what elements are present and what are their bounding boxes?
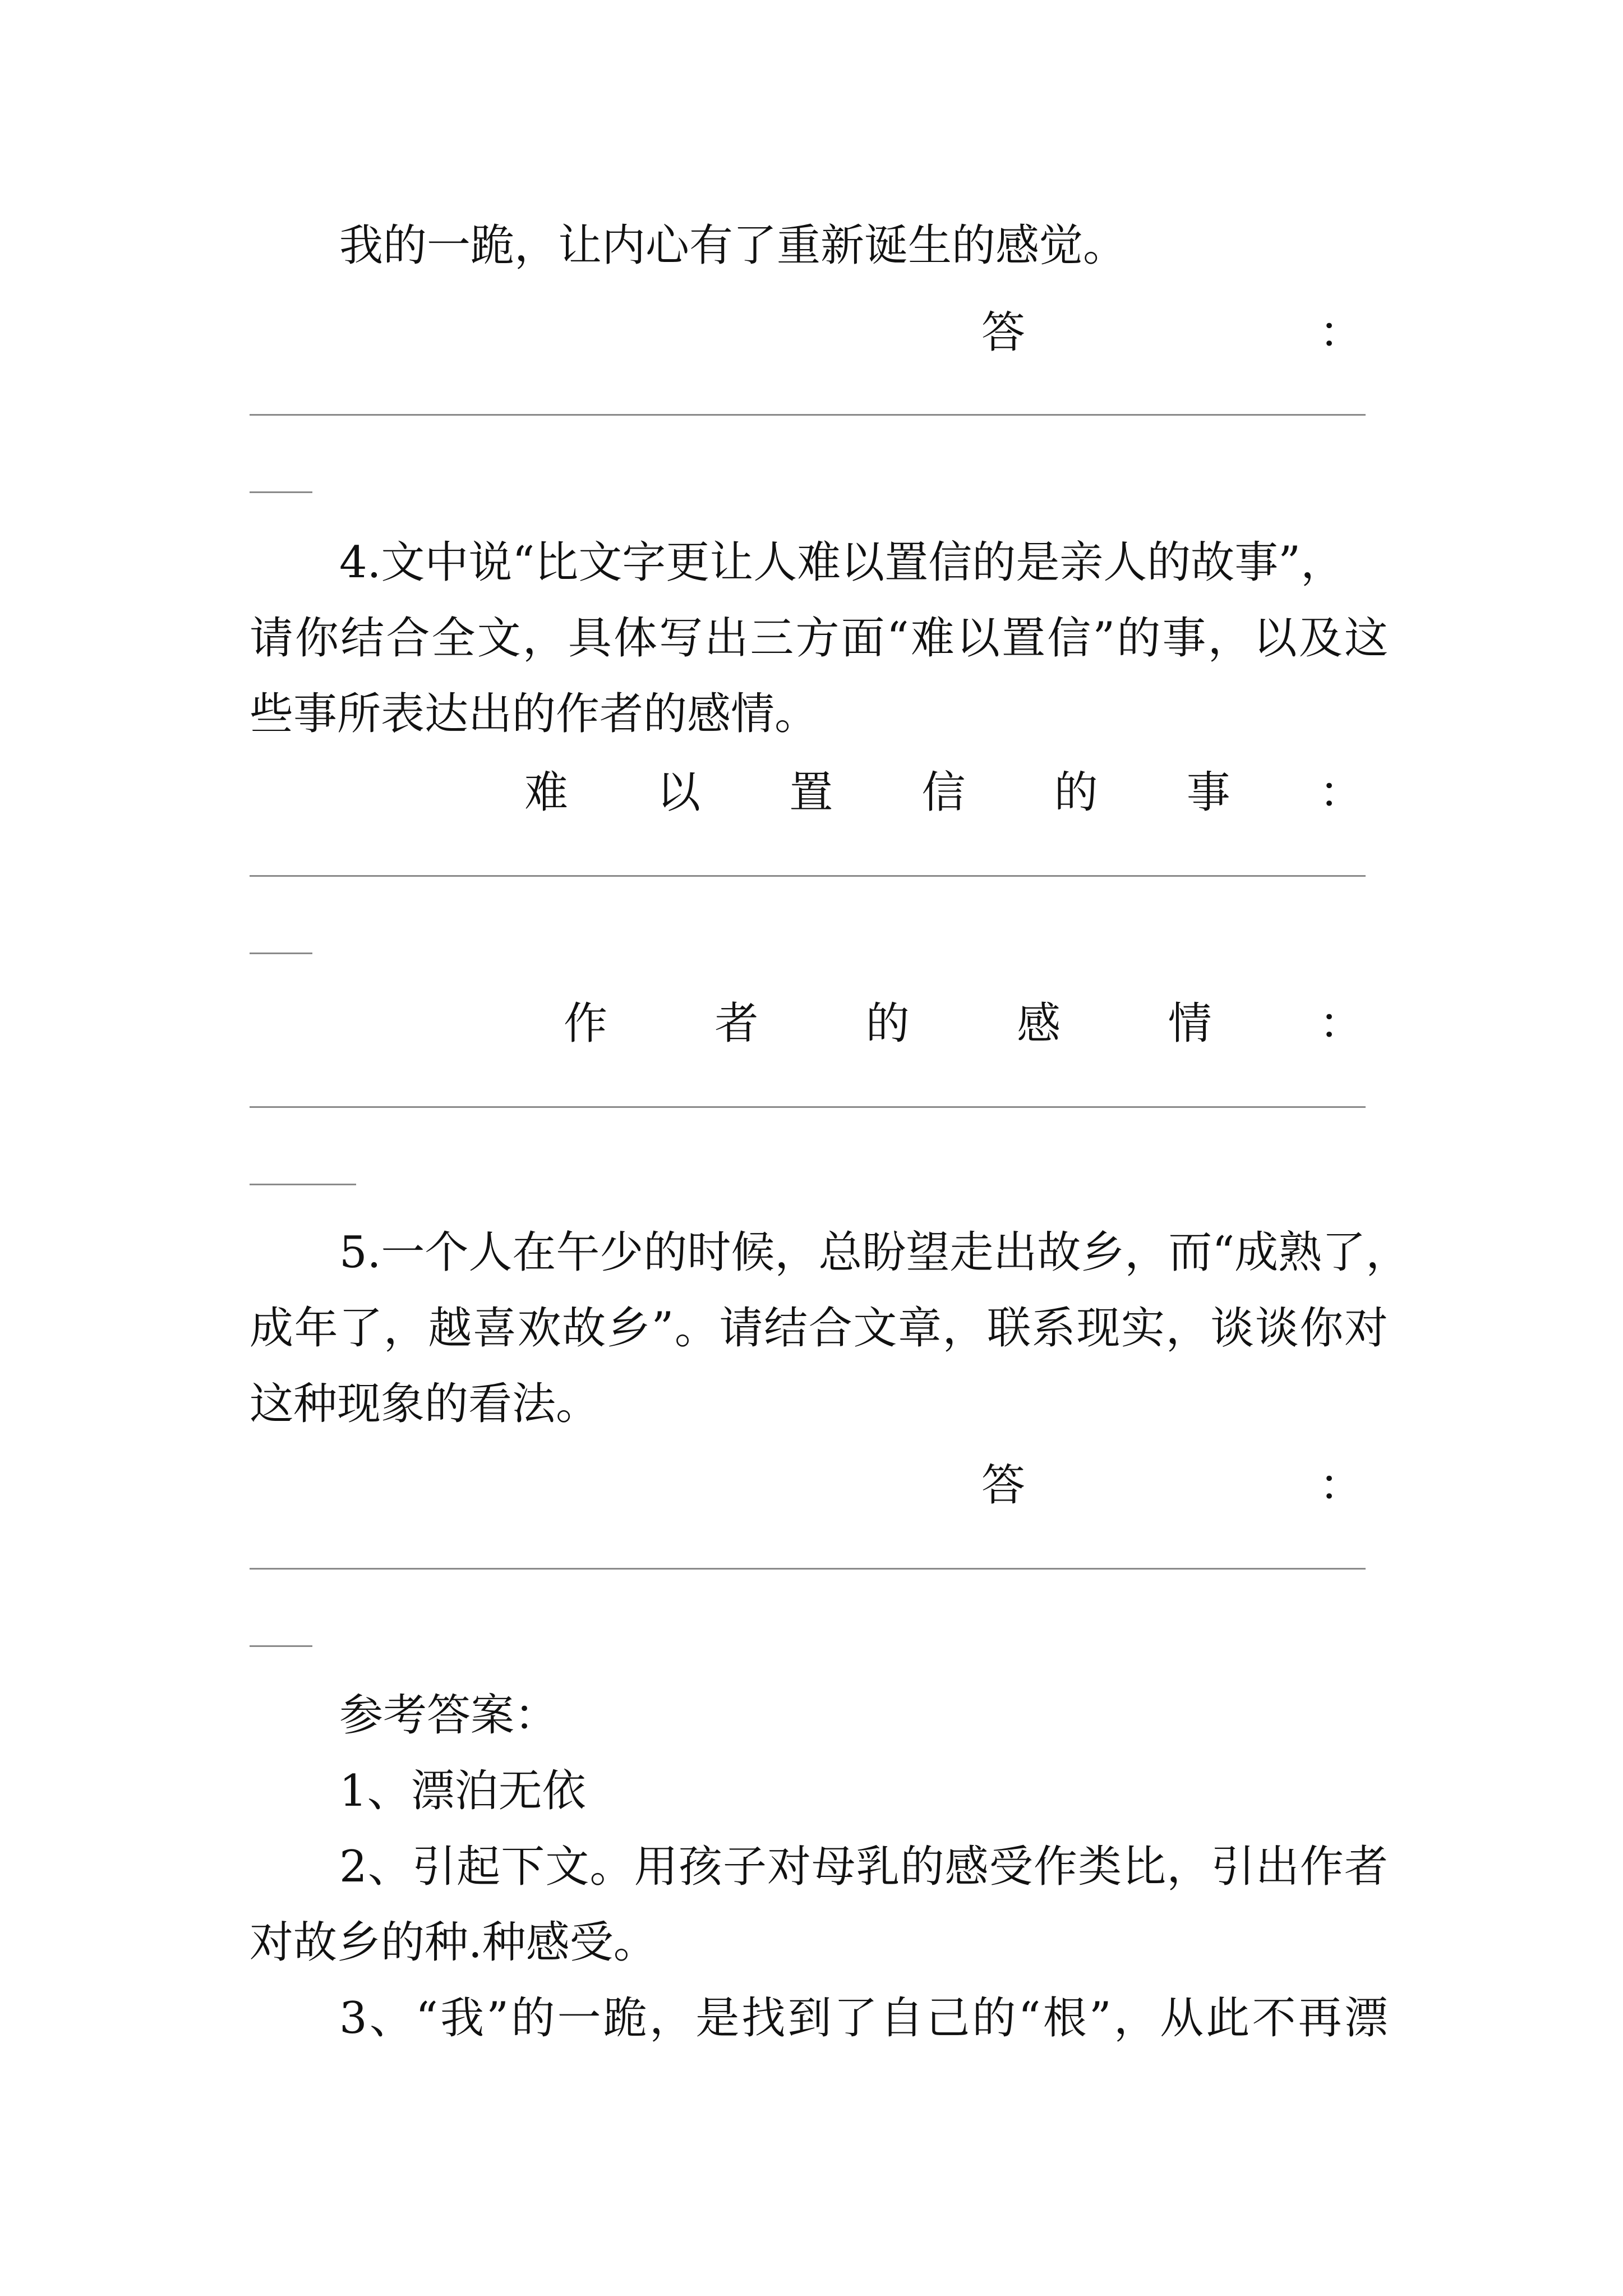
answer-blank-line-tail (250, 1184, 356, 1185)
question-4-line-3: 些事所表达出的作者的感情。 (250, 689, 819, 739)
answer-label (981, 297, 1363, 360)
label-char: 的 (865, 999, 910, 1049)
label-char: 情 (1168, 999, 1212, 1049)
answer-blank-line-tail (250, 1645, 312, 1647)
label-char: 信 (921, 767, 966, 818)
label-char: 置 (789, 767, 833, 818)
label-char: 难 (524, 767, 569, 818)
answer-blank-line (250, 875, 1366, 877)
text-line: 我的一跪，让内心有了重新诞生的感觉。 (339, 220, 1127, 271)
answer-blank-line (250, 1568, 1366, 1570)
reference-answers-title: 参考答案： (339, 1690, 559, 1741)
answer-blank-line (250, 1106, 1366, 1108)
label-char: 感 (1017, 999, 1061, 1049)
label-char: 者 (714, 999, 759, 1049)
reference-answer-3-line-1: 3、“我”的一跪，是找到了自己的“根”，从此不再漂 (339, 1993, 1388, 2044)
question-5-line-2: 成年了，越喜欢故乡”。请结合文章，联系现实，谈谈你对 (250, 1303, 1388, 1354)
label-char: 答 (981, 1460, 1026, 1511)
label-char: ： (1318, 1460, 1363, 1511)
label-char: 的 (1054, 767, 1098, 818)
answer-blank-line (250, 414, 1366, 416)
label-char: 答 (981, 307, 1026, 358)
question-5-line-3: 这种现象的看法。 (250, 1379, 600, 1429)
label-char: ： (1318, 767, 1363, 818)
answer-label-author-feelings (564, 988, 1363, 1051)
label-char: ： (1318, 999, 1363, 1049)
answer-blank-line-tail (250, 953, 312, 954)
label-char: ： (1318, 307, 1363, 358)
reference-answer-1: 1、漂泊无依 (339, 1766, 586, 1816)
question-5-line-1: 5.一个人在午少的时候，总盼望走出故乡，而“成熟了， (339, 1227, 1410, 1278)
label-char: 以 (657, 767, 701, 818)
reference-answer-2-line-2: 对故乡的种.种感受。 (250, 1917, 657, 1968)
answer-label (981, 1450, 1363, 1513)
question-4-line-2: 请你结合全文，具体写出三方面“难以置信”的事，以及这 (250, 613, 1388, 664)
label-char: 作 (564, 999, 608, 1049)
answer-label-unbelievable-things (524, 757, 1363, 820)
label-char: 事 (1186, 767, 1230, 818)
reference-answer-2-line-1: 2、引起下文。用孩子对母乳的感受作类比，引出作者 (339, 1842, 1388, 1892)
answer-blank-line-tail (250, 491, 312, 493)
question-4-line-1: 4.文中说“比文字更让人难以置信的是亲人的故事”， (339, 537, 1345, 588)
